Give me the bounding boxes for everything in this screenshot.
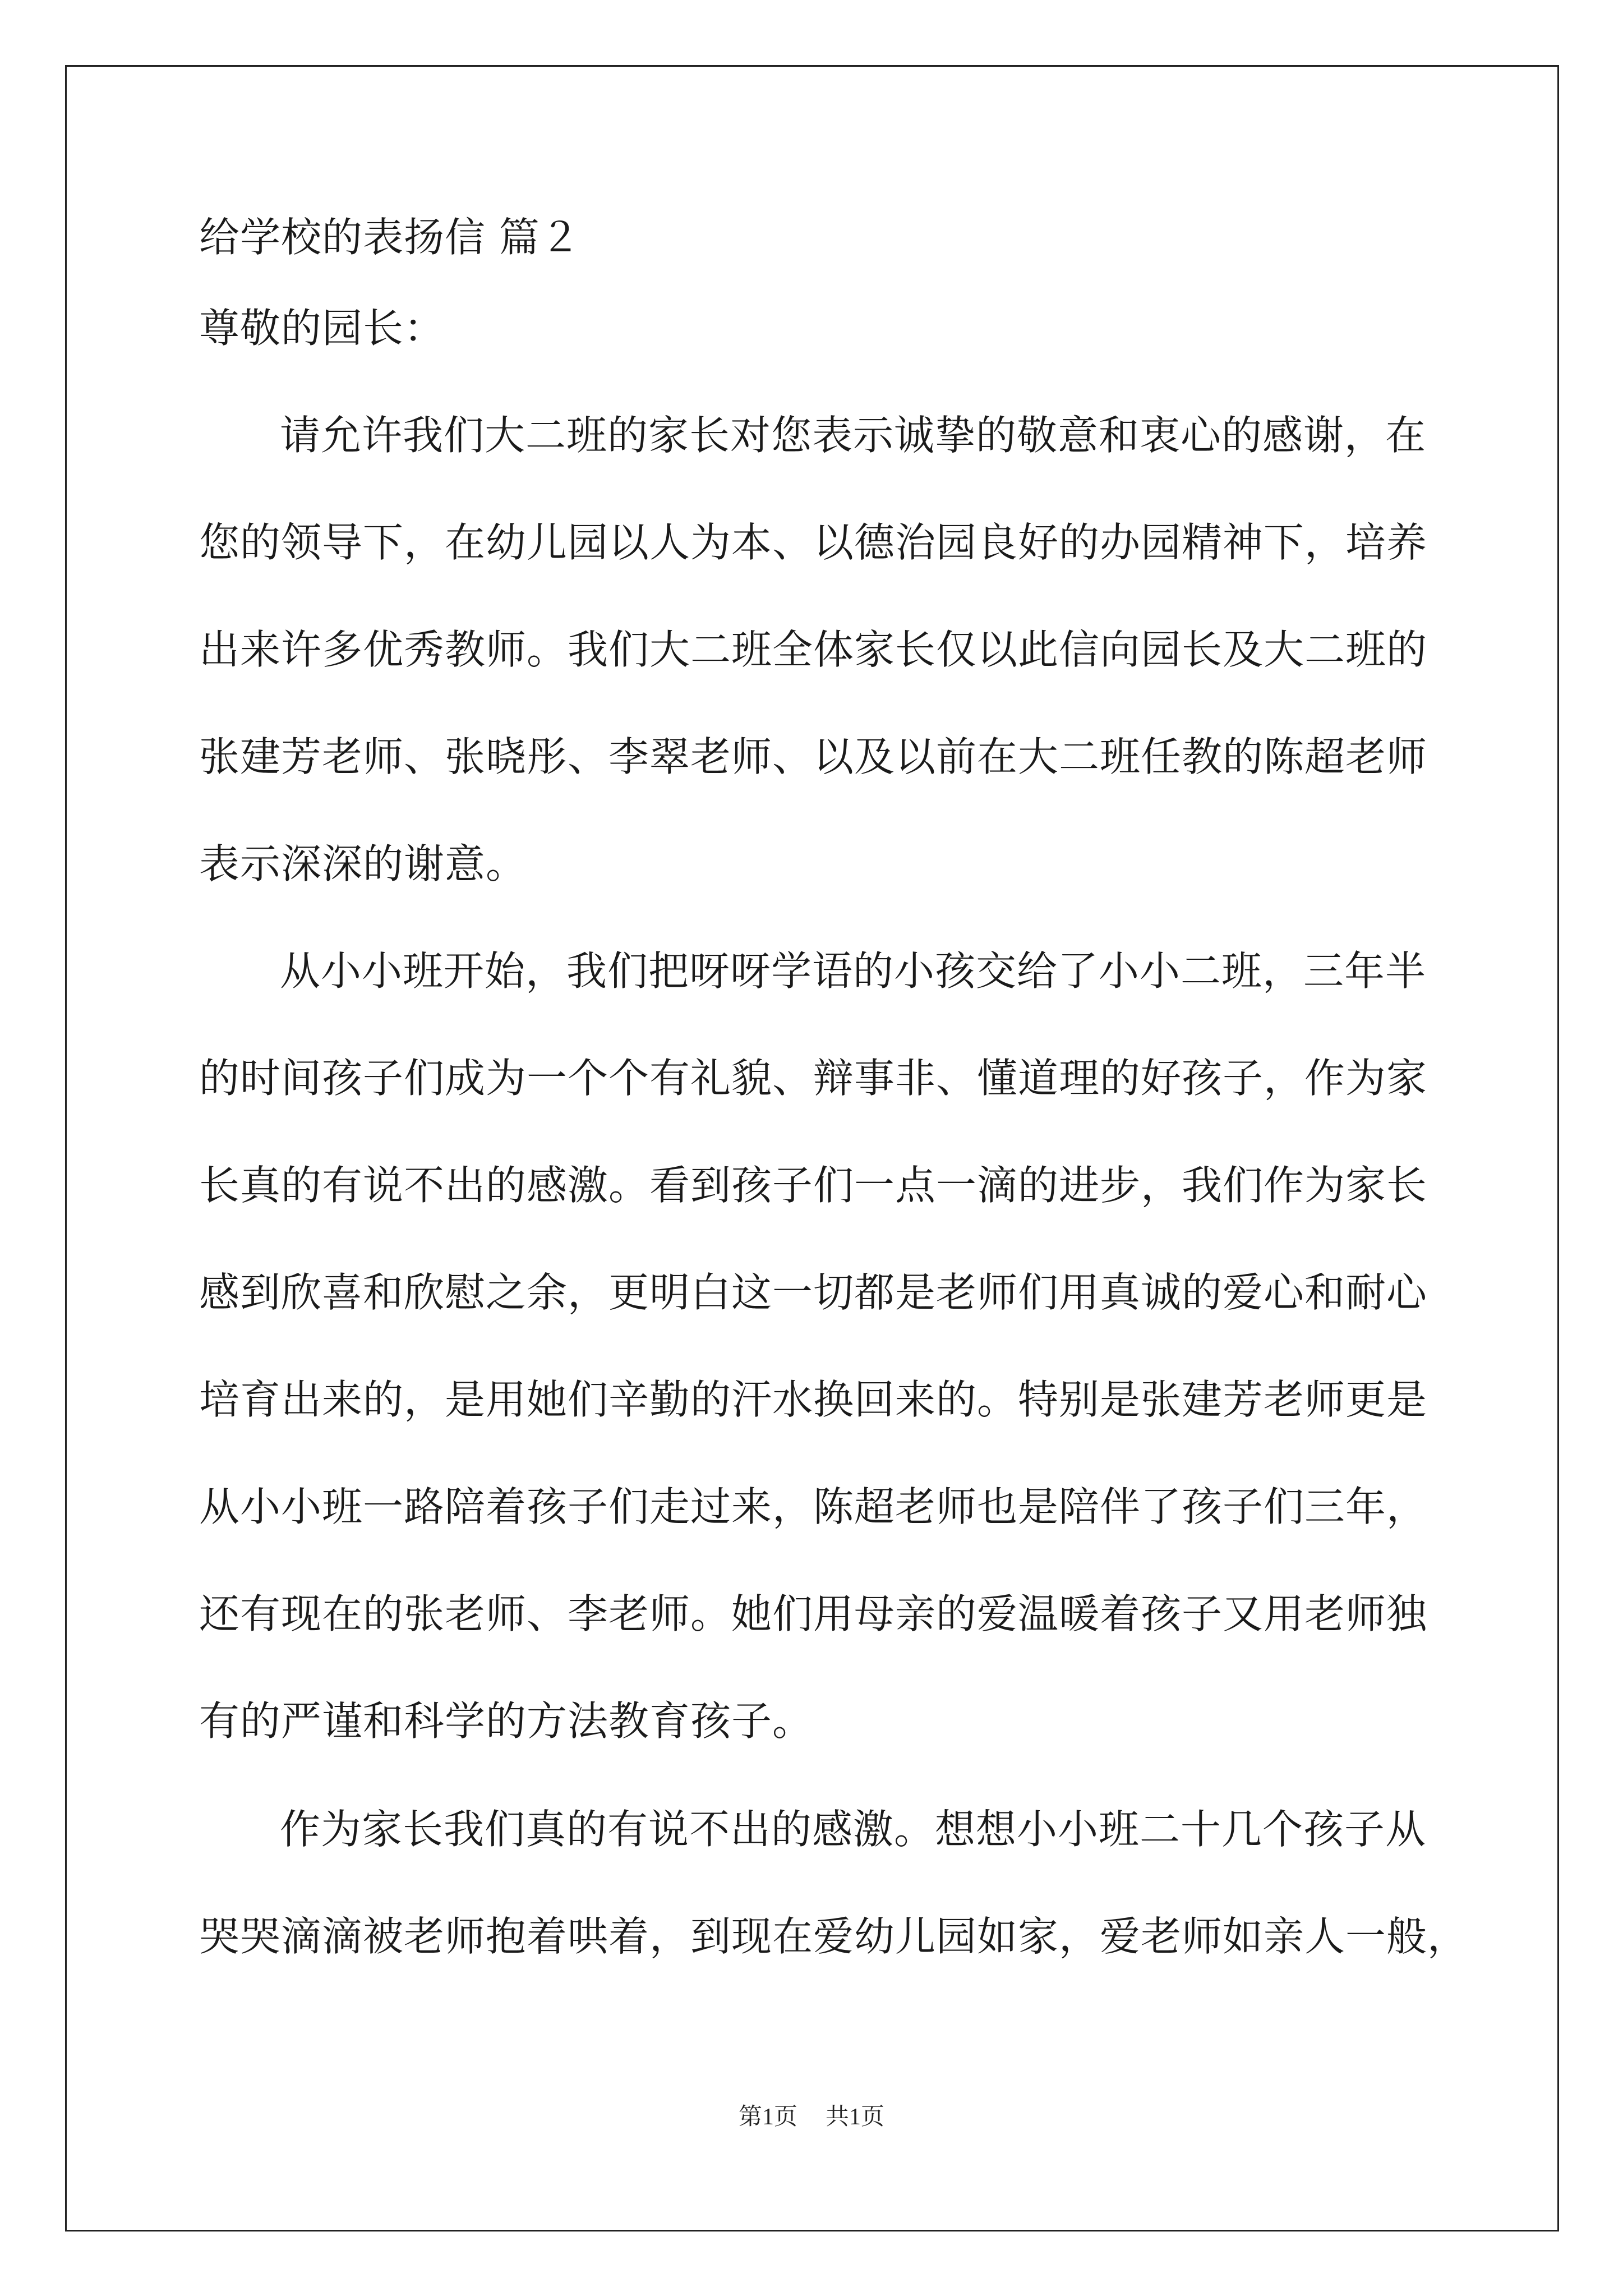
paragraph-line: 还有现在的张老师、李老师。她们用母亲的爱温暖着孩子又用老师独 xyxy=(199,1590,1428,1637)
paragraph-line: 从小小班开始，我们把呀呀学语的小孩交给了小小二班，三年半 xyxy=(280,947,1427,995)
paragraph-line: 长真的有说不出的感激。看到孩子们一点一滴的进步，我们作为家长 xyxy=(199,1162,1428,1209)
greeting: 尊敬的园长： xyxy=(199,305,445,352)
paragraph-line: 从小小班一路陪着孩子们走过来，陈超老师也是陪伴了孩子们三年， xyxy=(199,1483,1428,1530)
paragraph-line: 表示深深的谢意。 xyxy=(199,840,527,887)
paragraph-line: 培育出来的，是用她们辛勤的汗水换回来的。特别是张建芳老师更是 xyxy=(199,1376,1428,1423)
paragraph-2 xyxy=(199,947,1427,1804)
paragraph-line: 请允许我们大二班的家长对您表示诚挚的敬意和衷心的感谢，在 xyxy=(280,412,1427,459)
page-number-current: 第1页 xyxy=(738,2104,797,2130)
page-number-total: 共1页 xyxy=(826,2104,885,2130)
document-title: 给学校的表扬信 篇２ xyxy=(199,214,581,261)
paragraph-line: 有的严谨和科学的方法教育孩子。 xyxy=(199,1697,814,1745)
paragraph-line: 张建芳老师、张晓彤、李翠老师、以及以前在大二班任教的陈超老师 xyxy=(199,733,1428,780)
page-footer xyxy=(0,2098,1623,2132)
paragraph-line: 作为家长我们真的有说不出的感激。想想小小班二十几个孩子从 xyxy=(280,1806,1427,1853)
paragraph-1 xyxy=(199,411,1427,947)
paragraph-line: 您的领导下，在幼儿园以人为本、以德治园良好的办园精神下，培养 xyxy=(199,519,1428,566)
paragraph-3 xyxy=(199,1805,1468,2019)
paragraph-line: 出来许多优秀教师。我们大二班全体家长仅以此信向园长及大二班的 xyxy=(199,626,1428,673)
paragraph-line: 感到欣喜和欣慰之余，更明白这一切都是老师们用真诚的爱心和耐心 xyxy=(199,1269,1428,1316)
paragraph-line: 哭哭滴滴被老师抱着哄着，到现在爱幼儿园如家，爱老师如亲人一般， xyxy=(199,1913,1469,1960)
paragraph-line: 的时间孩子们成为一个个有礼貌、辩事非、懂道理的好孩子，作为家 xyxy=(199,1055,1428,1102)
